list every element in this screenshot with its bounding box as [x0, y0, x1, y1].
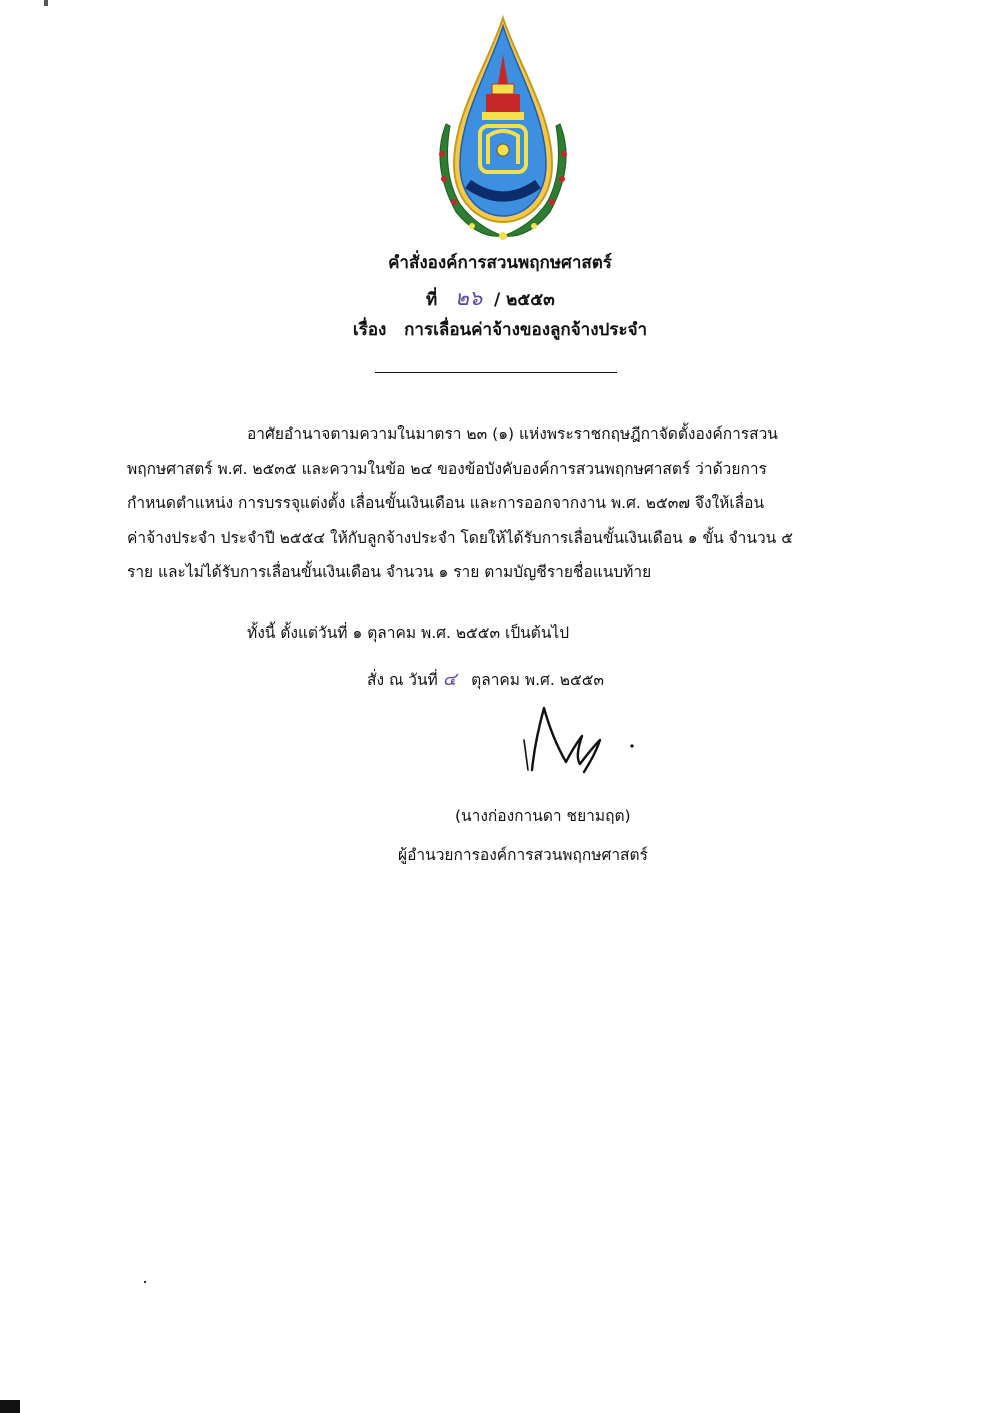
effective-date-line: ทั้งนี้ ตั้งแต่วันที่ ๑ ตุลาคม พ.ศ. ๒๕๕๓ เป็นต้นไป: [247, 624, 570, 642]
paragraph-line: ค่าจ้างประจำ ประจำปี ๒๕๕๔ ให้กับลูกจ้างประจำ โดยให้ได้รับการเลื่อนขั้นเงินเดือน ๑ ขั้น จำนวน ๕: [127, 528, 793, 547]
order-number-handwritten: ๒๖: [454, 286, 483, 310]
handwritten-signature: [520, 700, 640, 780]
ordered-day-handwritten: ๔: [442, 669, 457, 690]
scan-mark: [44, 0, 48, 6]
number-suffix: / ๒๕๕๓: [494, 290, 555, 310]
ordered-date-line: [367, 664, 604, 693]
signatory-position: ผู้อำนวยการองค์การสวนพฤกษศาสตร์: [398, 846, 648, 864]
header-divider: [375, 372, 617, 373]
ordered-suffix: ตุลาคม พ.ศ. ๒๕๕๓: [471, 671, 605, 689]
number-prefix: ที่: [426, 290, 438, 310]
subject-text: การเลื่อนค่าจ้างของลูกจ้างประจำ: [404, 320, 648, 340]
scan-corner-mark: [0, 1400, 20, 1413]
scan-dot: [144, 1281, 146, 1283]
paragraph-line: กำหนดตำแหน่ง การบรรจุแต่งตั้ง เลื่อนขั้นเงินเดือน และการออกจากงาน พ.ศ. ๒๕๓๗ จึงให้เลื่อน: [127, 494, 765, 512]
paragraph-line: พฤกษศาสตร์ พ.ศ. ๒๕๓๕ และความในข้อ ๒๔ ของข้อบังคับองค์การสวนพฤกษศาสตร์ ว่าด้วยการ: [127, 459, 767, 478]
order-number-line: [426, 285, 555, 313]
subject-label: เรื่อง: [352, 320, 387, 340]
signatory-name: (นางก่องกานดา ชยามฤต): [455, 807, 631, 825]
paragraph-line: ราย และไม่ได้รับการเลื่อนขั้นเงินเดือน จำนวน ๑ ราย ตามบัญชีรายชื่อแนบท้าย: [127, 563, 652, 581]
organization-emblem-logo: [428, 14, 578, 246]
subject-line: [0, 317, 1000, 343]
order-title: คำสั่งองค์การสวนพฤกษศาสตร์: [388, 253, 612, 273]
order-body-paragraph: [127, 417, 887, 590]
paragraph-line: อาศัยอำนาจตามความในมาตรา ๒๓ (๑) แห่งพระราชกฤษฎีกาจัดตั้งองค์การสวน: [247, 425, 778, 443]
ordered-prefix: สั่ง ณ วันที่: [367, 671, 438, 689]
